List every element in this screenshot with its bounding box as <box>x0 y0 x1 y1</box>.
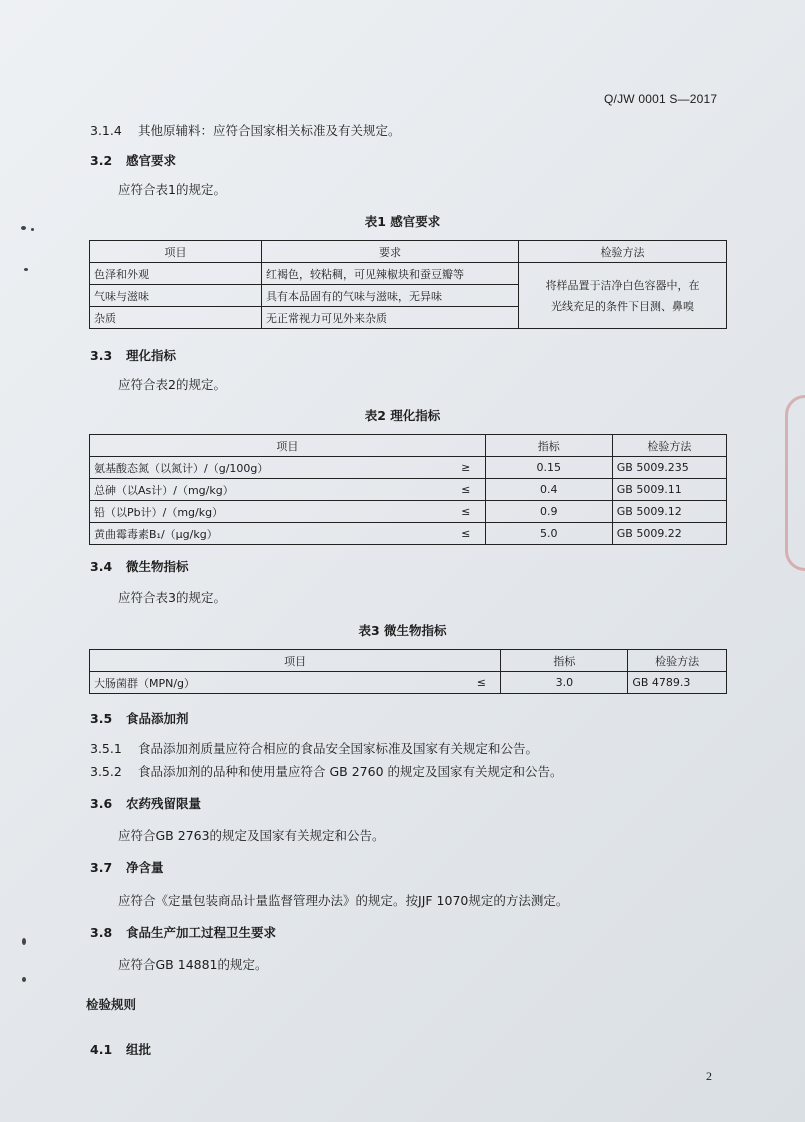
clause-3-5-1 <box>90 739 538 757</box>
section-3-3-body: 应符合表2的规定。 <box>118 377 226 392</box>
table-cell: 5.0 <box>485 523 612 545</box>
section-3-8-body: 应符合GB 14881的规定。 <box>118 957 268 972</box>
binding-hole-mark <box>24 268 28 271</box>
section-3-8-heading <box>90 923 276 941</box>
table-header-row <box>90 435 727 457</box>
table-cell: 气味与滋味 <box>90 285 262 307</box>
table-cell: GB 5009.11 <box>612 479 726 501</box>
section-title: 食品生产加工过程卫生要求 <box>126 925 277 940</box>
table-header-cell: 检验方法 <box>628 650 727 672</box>
section-3-2-body: 应符合表1的规定。 <box>118 182 226 197</box>
section-3-4-heading <box>90 557 189 575</box>
table-header-cell: 指标 <box>485 435 612 457</box>
table-cell: 3.0 <box>501 672 628 694</box>
table1-caption: 表1 感官要求 <box>364 214 441 229</box>
section-3-3-heading <box>90 346 176 364</box>
table1-method-cell <box>519 263 727 329</box>
section-title: 组批 <box>126 1042 152 1057</box>
table-header-cell: 项目 <box>90 650 501 672</box>
table1-sensory <box>89 240 727 329</box>
page-number: 2 <box>706 1069 712 1083</box>
table-header-cell: 检验方法 <box>612 435 726 457</box>
clause-3-1-4 <box>90 121 401 139</box>
table-cell-operator: ≤ <box>447 523 486 545</box>
table-header-row <box>90 650 727 672</box>
table-header-cell: 项目 <box>90 435 486 457</box>
red-seal-fragment <box>785 395 805 571</box>
section-number: 4.1 <box>90 1042 113 1057</box>
section-number: 3.3 <box>90 348 113 363</box>
section-title: 理化指标 <box>126 348 177 363</box>
table-header-cell: 要求 <box>262 241 519 263</box>
binding-hole-mark <box>21 226 26 230</box>
table-cell: GB 5009.235 <box>612 457 726 479</box>
clause-text: 其他原辅料：应符合国家相关标准及有关规定。 <box>138 123 401 138</box>
table2-caption: 表2 理化指标 <box>364 408 441 423</box>
section-title: 农药残留限量 <box>126 796 202 811</box>
table-header-cell: 检验方法 <box>519 241 727 263</box>
clause-number: 3.5.2 <box>90 764 122 779</box>
table-cell: 氨基酸态氮（以氮计）/（g/100g） <box>90 457 447 479</box>
table-header-cell: 指标 <box>501 650 628 672</box>
clause-text: 食品添加剂质量应符合相应的食品安全国家标准及国家有关规定和公告。 <box>138 741 539 756</box>
table-cell: 无正常视力可见外来杂质 <box>262 307 519 329</box>
table-cell: 0.4 <box>485 479 612 501</box>
section-3-2-heading <box>90 151 176 169</box>
section-3-4-body: 应符合表3的规定。 <box>118 590 226 605</box>
table-cell: 大肠菌群（MPN/g） <box>90 672 463 694</box>
section-number: 3.7 <box>90 860 113 875</box>
table-cell: 具有本品固有的气味与滋味，无异味 <box>262 285 519 307</box>
clause-number: 3.1.4 <box>90 123 122 138</box>
binding-hole-mark <box>22 977 26 982</box>
table-cell: GB 4789.3 <box>628 672 727 694</box>
table3-caption: 表3 微生物指标 <box>358 623 447 638</box>
table-cell-operator: ≥ <box>447 457 486 479</box>
binding-hole-mark <box>31 228 34 231</box>
table-row <box>90 501 727 523</box>
table-cell: 总砷（以As计）/（mg/kg） <box>90 479 447 501</box>
table-header-row <box>90 241 727 263</box>
section-number: 3.2 <box>90 153 113 168</box>
clause-number: 3.5.1 <box>90 741 122 756</box>
table3-microbial <box>89 649 727 694</box>
section-number: 3.5 <box>90 711 113 726</box>
section-title: 净含量 <box>126 860 164 875</box>
section-title: 食品添加剂 <box>126 711 189 726</box>
section-3-7-heading <box>90 858 164 876</box>
table-cell: 黄曲霉毒素B₁/（μg/kg） <box>90 523 447 545</box>
section-4-1-heading <box>90 1040 151 1058</box>
binding-hole-mark <box>22 938 26 945</box>
section-number: 3.4 <box>90 559 113 574</box>
table-row <box>90 672 727 694</box>
method-line: 光线充足的条件下目测、鼻嗅 <box>551 299 694 313</box>
table-cell: 0.9 <box>485 501 612 523</box>
method-line: 将样品置于洁净白色容器中，在 <box>545 278 700 292</box>
section-title: 微生物指标 <box>126 559 189 574</box>
section-3-5-heading <box>90 709 189 727</box>
table-cell: 色泽和外观 <box>90 263 262 285</box>
table-cell: 0.15 <box>485 457 612 479</box>
section-3-6-heading <box>90 794 201 812</box>
section-3-7-body: 应符合《定量包装商品计量监督管理办法》的规定。按JJF 1070规定的方法测定。 <box>118 893 569 908</box>
table-cell: 铅（以Pb计）/（mg/kg） <box>90 501 447 523</box>
table-row <box>90 479 727 501</box>
table-cell: GB 5009.12 <box>612 501 726 523</box>
table-header-cell: 项目 <box>90 241 262 263</box>
section-number: 3.6 <box>90 796 113 811</box>
section-title: 感官要求 <box>126 153 177 168</box>
table2-physicochemical <box>89 434 727 545</box>
document-number: Q/JW 0001 S—2017 <box>604 92 718 106</box>
table-cell-operator: ≤ <box>447 479 486 501</box>
clause-3-5-2 <box>90 762 563 780</box>
table-cell-operator: ≤ <box>447 501 486 523</box>
table-cell: 杂质 <box>90 307 262 329</box>
table-cell: GB 5009.22 <box>612 523 726 545</box>
table-row <box>90 457 727 479</box>
section-3-6-body: 应符合GB 2763的规定及国家有关规定和公告。 <box>118 828 385 843</box>
section-4-heading: 检验规则 <box>86 997 137 1012</box>
section-number: 3.8 <box>90 925 113 940</box>
table-row <box>90 263 727 285</box>
table-cell: 红褐色，较粘稠，可见辣椒块和蚕豆瓣等 <box>262 263 519 285</box>
clause-text: 食品添加剂的品种和使用量应符合 GB 2760 的规定及国家有关规定和公告。 <box>138 764 563 779</box>
table-cell-operator: ≤ <box>462 672 501 694</box>
table-row <box>90 523 727 545</box>
